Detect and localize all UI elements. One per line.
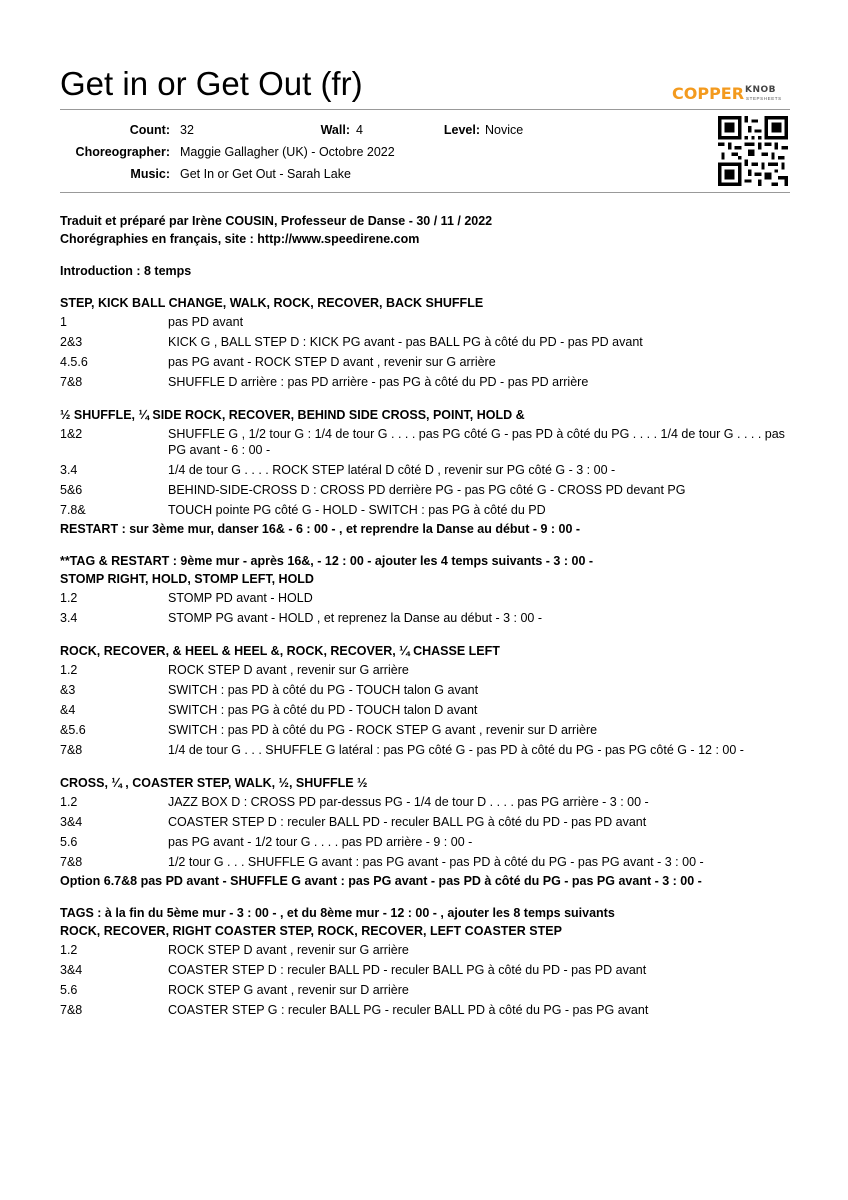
step-beat: 1 [60,315,67,329]
music-value: Get In or Get Out - Sarah Lake [180,167,351,181]
introduction: Introduction : 8 temps [60,264,192,278]
step-description: pas PG avant - ROCK STEP D avant , revenir sur G arrière [168,355,496,369]
section-header: CROSS, ¼ , COASTER STEP, WALK, ½, SHUFFLE ½ [60,776,368,790]
step-beat: 7&8 [60,1003,83,1017]
qr-code [718,116,788,186]
step-description: 1/4 de tour G . . . . ROCK STEP latéral D côté D , revenir sur PG côté G - 3 : 00 - [168,463,616,477]
level-value: Novice [485,123,524,137]
translator-credit: Traduit et préparé par Irène COUSIN, Professeur de Danse - 30 / 11 / 2022 [60,214,493,228]
step-row [60,424,790,460]
sections-container [60,294,790,1020]
section-header: ½ SHUFFLE, ¼ SIDE ROCK, RECOVER, BEHIND SIDE CROSS, POINT, HOLD & [60,408,525,422]
step-description: ROCK STEP D avant , revenir sur G arrière [168,663,409,677]
step-description: TOUCH pointe PG côté G - HOLD - SWITCH : pas PG à côté du PD [168,503,546,517]
step-beat: 3&4 [60,963,83,977]
section [60,642,790,760]
step-beat: 7&8 [60,375,83,389]
music-label: Music: [130,167,170,181]
step-row [60,500,790,520]
step-row [60,720,790,740]
step-row [60,980,790,1000]
choreographer-label: Choreographer: [75,145,170,159]
section-header: **TAG & RESTART : 9ème mur - après 16&, - 12 : 00 - ajouter les 4 temps suivants - 3 : 00 - [60,554,594,568]
step-description: KICK G , BALL STEP D : KICK PG avant - pas BALL PG à côté du PD - pas PD avant [168,335,643,349]
step-beat: 3.4 [60,463,78,477]
step-beat: 5.6 [60,835,78,849]
step-description: SWITCH : pas PD à côté du PG - ROCK STEP G avant , revenir sur D arrière [168,723,598,737]
step-beat: 2&3 [60,335,83,349]
step-beat: 1.2 [60,663,78,677]
step-row [60,352,790,372]
step-description: 1/2 tour G . . . SHUFFLE G avant : pas PG avant - pas PD à côté du PG - pas PG avant - 3 : 00 - [168,855,704,869]
step-row [60,588,790,608]
step-description: JAZZ BOX D : CROSS PD par-dessus PG - 1/4 de tour D . . . . pas PG arrière - 3 : 00 - [168,795,649,809]
count-label: Count: [129,123,170,137]
step-description: 1/4 de tour G . . . SHUFFLE G latéral : pas PG côté G - pas PD à côté du PG - pas PG côté G - 12 : 00 - [168,743,744,757]
logo-stepsheets-text: STEPSHEETS [746,96,782,101]
header-divider-top [60,109,790,110]
step-row [60,608,790,628]
section [60,904,790,1020]
step-row [60,460,790,480]
step-row [60,812,790,832]
step-description: ROCK STEP D avant , revenir sur G arrière [168,943,409,957]
step-description: SWITCH : pas PG à côté du PD - TOUCH talon D avant [168,703,478,717]
step-description: pas PG avant - 1/2 tour G . . . . pas PD arrière - 9 : 00 - [168,835,473,849]
step-row [60,852,790,872]
section-header: STOMP RIGHT, HOLD, STOMP LEFT, HOLD [60,572,314,586]
page-title: Get in or Get Out (fr) [60,65,363,102]
step-row [60,680,790,700]
step-row [60,372,790,392]
step-beat: 4.5.6 [60,355,88,369]
level-label: Level: [443,123,480,137]
step-description: SWITCH : pas PD à côté du PG - TOUCH talon G avant [168,683,479,697]
step-description: STOMP PD avant - HOLD [168,591,313,605]
step-description: SHUFFLE G , 1/2 tour G : 1/4 de tour G . . . . pas PG côté G - pas PD à côté du PG . . . . 1/4 de tour G . . . . pas PG avant - 6 : 00 - [168,427,785,457]
step-description: SHUFFLE D arrière : pas PD arrière - pas PG à côté du PD - pas PD arrière [168,375,589,389]
stepsheet-body [60,212,790,1020]
step-beat: 3.4 [60,611,78,625]
wall-label: Wall: [320,123,350,137]
step-row [60,312,790,332]
step-description: COASTER STEP D : reculer BALL PD - reculer BALL PG à côté du PD - pas PD avant [168,815,647,829]
step-beat: &5.6 [60,723,86,737]
step-beat: 1&2 [60,427,83,441]
step-description: COASTER STEP D : reculer BALL PD - reculer BALL PG à côté du PD - pas PD avant [168,963,647,977]
step-row [60,660,790,680]
step-description: BEHIND-SIDE-CROSS D : CROSS PD derrière PG - pas PG côté G - CROSS PD devant PG [168,483,686,497]
section [60,406,790,538]
step-row [60,832,790,852]
step-beat: 1.2 [60,591,78,605]
section-header: ROCK, RECOVER, & HEEL & HEEL &, ROCK, RECOVER, ¼ CHASSE LEFT [60,644,500,658]
step-beat: 1.2 [60,795,78,809]
step-beat: 5.6 [60,983,78,997]
step-row [60,960,790,980]
section [60,294,790,392]
choreographer-value: Maggie Gallagher (UK) - Octobre 2022 [180,145,395,159]
step-beat: 3&4 [60,815,83,829]
step-row [60,792,790,812]
section-header: TAGS : à la fin du 5ème mur - 3 : 00 - , et du 8ème mur - 12 : 00 - , ajouter les 8 temps suivants [60,906,615,920]
logo-copper-text: COPPER [672,84,745,103]
step-row [60,332,790,352]
logo-knob-text: KNOB [745,85,777,95]
step-row [60,740,790,760]
section-note: RESTART : sur 3ème mur, danser 16& - 6 : 00 - , et reprendre la Danse au début - 9 : 00 - [60,522,581,536]
step-beat: 7&8 [60,743,83,757]
step-row [60,1000,790,1020]
translator-site: Chorégraphies en français, site : http://www.speedirene.com [60,232,420,246]
copperknob-logo [672,84,790,106]
step-description: COASTER STEP G : reculer BALL PG - reculer BALL PD à côté du PG - pas PG avant [168,1003,649,1017]
step-description: pas PD avant [168,315,244,329]
step-beat: 5&6 [60,483,83,497]
step-beat: &4 [60,703,76,717]
step-row [60,700,790,720]
wall-value: 4 [356,123,363,137]
section-header: STEP, KICK BALL CHANGE, WALK, ROCK, RECOVER, BACK SHUFFLE [60,296,484,310]
step-description: STOMP PG avant - HOLD , et reprenez la Danse au début - 3 : 00 - [168,611,543,625]
count-value: 32 [180,123,194,137]
step-beat: &3 [60,683,76,697]
section-header: ROCK, RECOVER, RIGHT COASTER STEP, ROCK, RECOVER, LEFT COASTER STEP [60,924,562,938]
step-row [60,940,790,960]
step-beat: 7&8 [60,855,83,869]
section [60,774,790,890]
step-row [60,480,790,500]
step-beat: 7.8& [60,503,86,517]
step-beat: 1.2 [60,943,78,957]
section [60,552,790,628]
step-description: ROCK STEP G avant , revenir sur D arrière [168,983,409,997]
header-divider-bottom [60,192,790,193]
section-note: Option 6.7&8 pas PD avant - SHUFFLE G avant : pas PG avant - pas PD à côté du PG - pas PG avant - 3 : 00 - [60,874,702,888]
